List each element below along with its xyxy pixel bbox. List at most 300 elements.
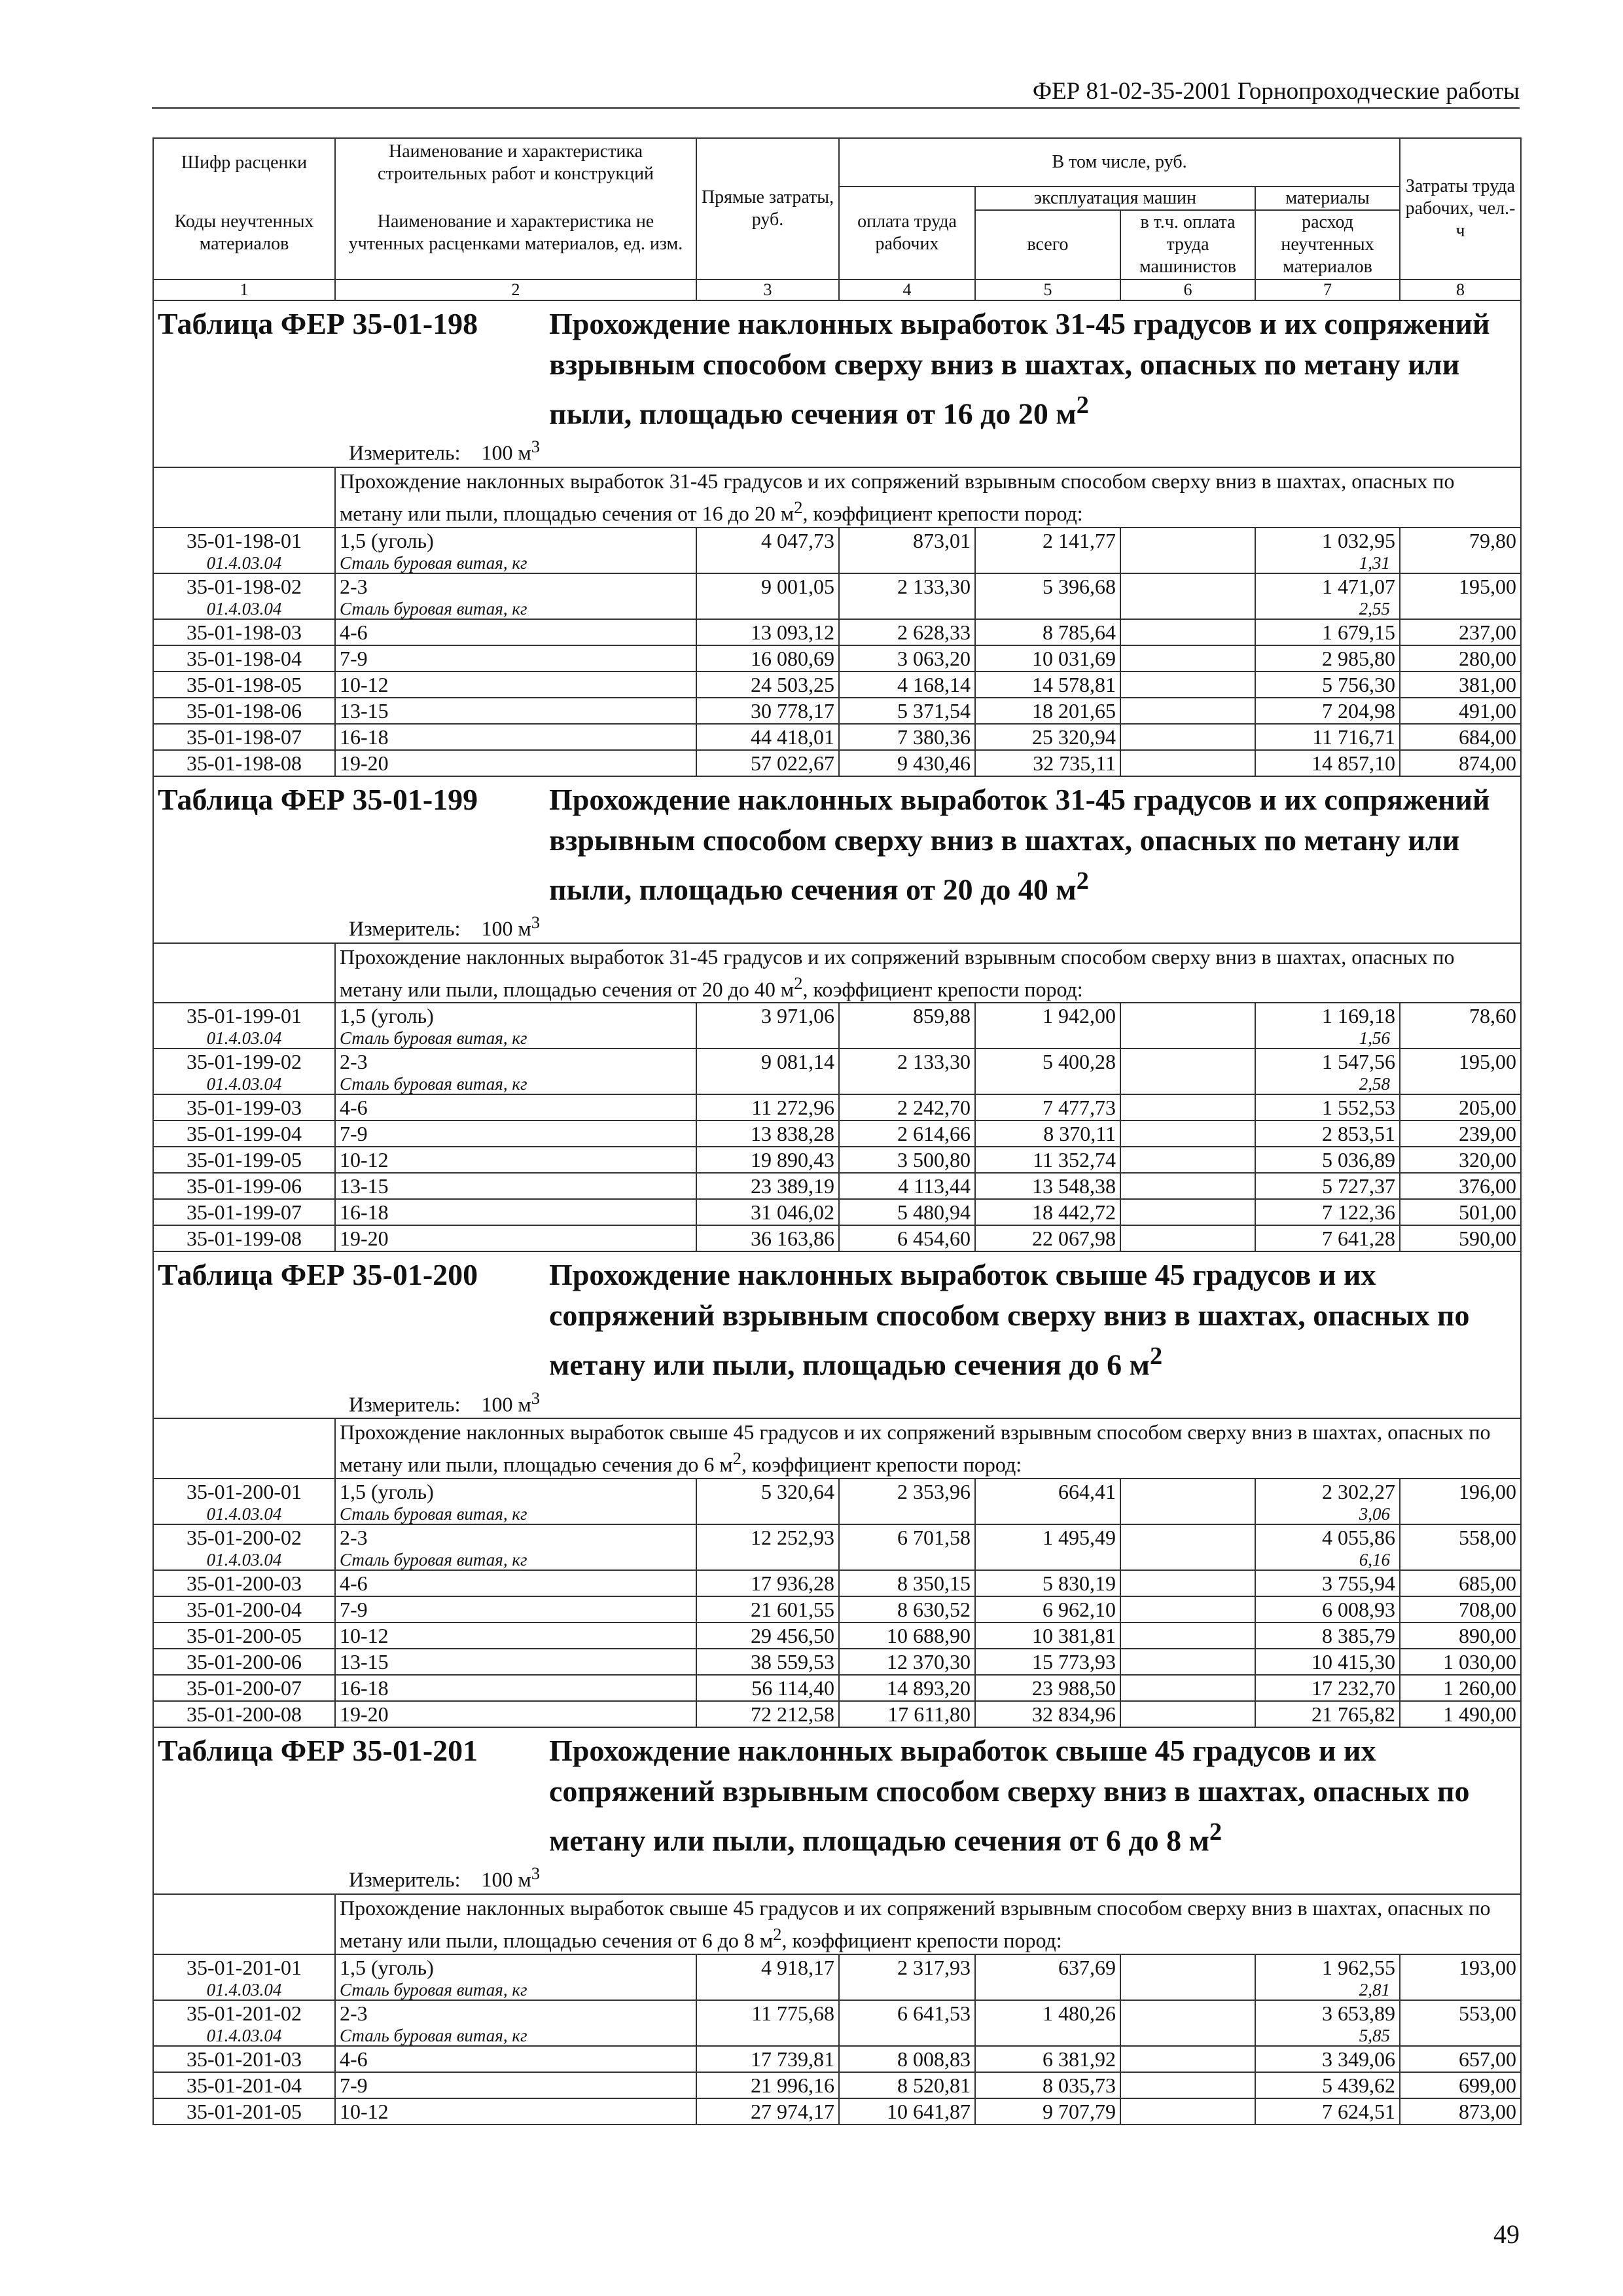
table-title — [549, 780, 1516, 910]
table-title-text: Прохождение наклонных выработок 31-45 градусов и их сопряжений взрывным способом сверху вниз в шахтах, опасных по метану или пыли, площадью сечения от 16 до 20 м — [549, 307, 1490, 431]
rock-hardness: 19-20 — [335, 1225, 696, 1251]
material-name: Сталь буровая витая, кг — [335, 1028, 696, 1049]
material-costs: 5 036,89 — [1255, 1147, 1400, 1173]
table-row — [153, 750, 1521, 776]
direct-costs: 11 775,68 — [696, 2000, 839, 2026]
machinist-pay — [1120, 724, 1255, 750]
labor-hours: 590,00 — [1400, 1225, 1521, 1251]
machine-costs: 1 480,26 — [975, 2000, 1120, 2026]
material-blank — [975, 1074, 1120, 1094]
material-code: 01.4.03.04 — [153, 2026, 335, 2046]
description-text: Прохождение наклонных выработок 31-45 градусов и их сопряжений взрывным способом сверху вниз в шахтах, опасных по метану или пыли, площадью сечения от 20 до 40 м — [340, 944, 1455, 1001]
direct-costs: 4 918,17 — [696, 1954, 839, 1980]
direct-costs: 5 320,64 — [696, 1479, 839, 1504]
direct-costs: 9 081,14 — [696, 1049, 839, 1074]
material-blank — [696, 1028, 839, 1049]
unit-of-measure — [158, 1861, 1516, 1892]
worker-pay: 12 370,30 — [839, 1649, 975, 1675]
material-blank — [696, 1980, 839, 2000]
material-costs: 10 415,30 — [1255, 1649, 1400, 1675]
material-costs: 2 302,27 — [1255, 1479, 1400, 1504]
material-costs: 3 653,89 — [1255, 2000, 1400, 2026]
labor-hours: 195,00 — [1400, 1049, 1521, 1074]
rock-hardness: 13-15 — [335, 698, 696, 724]
worker-pay: 10 688,90 — [839, 1623, 975, 1649]
material-blank — [975, 1028, 1120, 1049]
material-name: Сталь буровая витая, кг — [335, 1074, 696, 1094]
machinist-pay — [1120, 1225, 1255, 1251]
direct-costs: 31 046,02 — [696, 1199, 839, 1225]
material-blank — [975, 1550, 1120, 1570]
material-name: Сталь буровая витая, кг — [335, 2026, 696, 2046]
material-blank — [1400, 1074, 1521, 1094]
description-tail: , коэффициент крепости пород: — [741, 1452, 1022, 1477]
material-blank — [839, 599, 975, 619]
table-label: Таблица ФЕР 35-01-198 — [158, 307, 478, 340]
machinist-pay — [1120, 619, 1255, 645]
material-blank — [839, 553, 975, 573]
table-row — [153, 2098, 1521, 2125]
worker-pay: 4 168,14 — [839, 672, 975, 698]
material-costs: 1 032,95 — [1255, 528, 1400, 553]
rate-code: 35-01-198-06 — [153, 698, 335, 724]
table-row — [153, 1173, 1521, 1199]
table-title-superscript: 2 — [1209, 1818, 1222, 1846]
rate-code: 35-01-200-02 — [153, 1524, 335, 1550]
material-blank — [1400, 2026, 1521, 2046]
worker-pay: 3 500,80 — [839, 1147, 975, 1173]
direct-costs: 9 001,05 — [696, 573, 839, 599]
machine-costs: 32 735,11 — [975, 750, 1120, 776]
rate-code: 35-01-201-02 — [153, 2000, 335, 2026]
material-blank — [696, 599, 839, 619]
machine-costs: 23 988,50 — [975, 1675, 1120, 1701]
description-row — [153, 1418, 1521, 1479]
section-title-line — [158, 780, 1516, 910]
header-worker-pay: оплата труда рабочих — [839, 187, 975, 279]
machine-costs: 18 201,65 — [975, 698, 1120, 724]
table-row — [153, 1049, 1521, 1074]
description-tail: , коэффициент крепости пород: — [802, 977, 1083, 1001]
table-row — [153, 2000, 1521, 2026]
rock-hardness: 16-18 — [335, 1199, 696, 1225]
description-row — [153, 467, 1521, 528]
table-title — [549, 304, 1516, 434]
worker-pay: 2 628,33 — [839, 619, 975, 645]
labor-hours: 890,00 — [1400, 1623, 1521, 1649]
table-row — [153, 1675, 1521, 1701]
material-costs: 1 471,07 — [1255, 573, 1400, 599]
column-number: 6 — [1120, 279, 1255, 300]
material-costs: 1 962,55 — [1255, 1954, 1400, 1980]
rate-code: 35-01-200-05 — [153, 1623, 335, 1649]
work-description — [335, 1894, 1521, 1954]
rock-hardness: 2-3 — [335, 2000, 696, 2026]
labor-hours: 873,00 — [1400, 2098, 1521, 2125]
header-including: В том числе, руб. — [839, 138, 1400, 187]
rate-code: 35-01-199-02 — [153, 1049, 335, 1074]
header-machinists-pay: в т.ч. оплата труда машинистов — [1120, 210, 1255, 279]
labor-hours: 205,00 — [1400, 1094, 1521, 1121]
material-blank — [839, 1550, 975, 1570]
material-costs: 1 169,18 — [1255, 1003, 1400, 1028]
table-title-superscript: 2 — [1149, 1342, 1163, 1371]
machinist-pay — [1120, 1701, 1255, 1727]
labor-hours: 376,00 — [1400, 1173, 1521, 1199]
rock-hardness: 2-3 — [335, 573, 696, 599]
direct-costs: 4 047,73 — [696, 528, 839, 553]
unit-superscript: 3 — [531, 437, 541, 457]
material-blank — [1120, 1028, 1255, 1049]
machine-costs: 25 320,94 — [975, 724, 1120, 750]
material-row — [153, 1550, 1521, 1570]
material-costs: 2 853,51 — [1255, 1121, 1400, 1147]
header-direct-costs: Прямые затраты, руб. — [696, 138, 839, 279]
rock-hardness: 4-6 — [335, 1094, 696, 1121]
table-label: Таблица ФЕР 35-01-200 — [158, 1258, 478, 1292]
rate-code: 35-01-200-04 — [153, 1596, 335, 1623]
rate-code: 35-01-198-08 — [153, 750, 335, 776]
machinist-pay — [1120, 2072, 1255, 2098]
material-quantity: 1,31 — [1255, 553, 1400, 573]
table-label: Таблица ФЕР 35-01-199 — [158, 782, 478, 816]
work-description — [335, 1418, 1521, 1479]
unit-superscript: 3 — [531, 1863, 541, 1884]
rate-code: 35-01-199-03 — [153, 1094, 335, 1121]
machinist-pay — [1120, 698, 1255, 724]
direct-costs: 29 456,50 — [696, 1623, 839, 1649]
material-blank — [839, 1980, 975, 2000]
material-code: 01.4.03.04 — [153, 1074, 335, 1094]
section-heading-row — [153, 1251, 1521, 1418]
rock-hardness: 13-15 — [335, 1173, 696, 1199]
machine-costs: 13 548,38 — [975, 1173, 1120, 1199]
column-number: 4 — [839, 279, 975, 300]
section-title-line — [158, 304, 1516, 434]
rate-code: 35-01-198-02 — [153, 573, 335, 599]
machinist-pay — [1120, 1173, 1255, 1199]
table-row — [153, 1199, 1521, 1225]
direct-costs: 11 272,96 — [696, 1094, 839, 1121]
table-row — [153, 1003, 1521, 1028]
direct-costs: 38 559,53 — [696, 1649, 839, 1675]
material-quantity: 1,56 — [1255, 1028, 1400, 1049]
machinist-pay — [1120, 1094, 1255, 1121]
material-quantity: 5,85 — [1255, 2026, 1400, 2046]
material-code: 01.4.03.04 — [153, 1980, 335, 2000]
labor-hours: 501,00 — [1400, 1199, 1521, 1225]
machine-costs: 1 495,49 — [975, 1524, 1120, 1550]
description-text: Прохождение наклонных выработок свыше 45 градусов и их сопряжений взрывным способом сверху вниз в шахтах, опасных по метану или пыли, площадью сечения от 6 до 8 м — [340, 1895, 1491, 1952]
labor-hours: 1 260,00 — [1400, 1675, 1521, 1701]
rock-hardness: 2-3 — [335, 1049, 696, 1074]
direct-costs: 24 503,25 — [696, 672, 839, 698]
worker-pay: 2 317,93 — [839, 1954, 975, 1980]
machinist-pay — [1120, 645, 1255, 672]
unit-label: Измеритель: — [349, 440, 461, 465]
description-row — [153, 1894, 1521, 1954]
material-costs: 6 008,93 — [1255, 1596, 1400, 1623]
description-row — [153, 943, 1521, 1003]
machinist-pay — [1120, 1524, 1255, 1550]
material-blank — [696, 1504, 839, 1524]
material-blank — [839, 1504, 975, 1524]
rate-code: 35-01-199-06 — [153, 1173, 335, 1199]
machine-costs: 6 381,92 — [975, 2046, 1120, 2072]
description-text: Прохождение наклонных выработок 31-45 градусов и их сопряжений взрывным способом сверху вниз в шахтах, опасных по метану или пыли, площадью сечения от 16 до 20 м — [340, 469, 1455, 526]
material-blank — [1400, 1504, 1521, 1524]
unit-superscript: 3 — [531, 912, 541, 932]
material-blank — [1400, 1980, 1521, 2000]
labor-hours: 195,00 — [1400, 573, 1521, 599]
description-tail: , коэффициент крепости пород: — [781, 1928, 1062, 1952]
material-blank — [1120, 2026, 1255, 2046]
unit-superscript: 3 — [531, 1388, 541, 1408]
material-costs: 8 385,79 — [1255, 1623, 1400, 1649]
labor-hours: 558,00 — [1400, 1524, 1521, 1550]
rate-code: 35-01-200-01 — [153, 1479, 335, 1504]
header-unaccounted-materials: расход неучтенных материалов — [1255, 210, 1400, 279]
rate-code: 35-01-201-04 — [153, 2072, 335, 2098]
column-number: 8 — [1400, 279, 1521, 300]
work-description — [335, 467, 1521, 528]
worker-pay: 3 063,20 — [839, 645, 975, 672]
machinist-pay — [1120, 1003, 1255, 1028]
rock-hardness: 7-9 — [335, 645, 696, 672]
section-heading — [153, 1727, 1521, 1894]
machine-costs: 15 773,93 — [975, 1649, 1120, 1675]
worker-pay: 2 133,30 — [839, 1049, 975, 1074]
table-row — [153, 1954, 1521, 1980]
material-blank — [839, 1074, 975, 1094]
direct-costs: 3 971,06 — [696, 1003, 839, 1028]
rock-hardness: 16-18 — [335, 724, 696, 750]
machine-costs: 5 400,28 — [975, 1049, 1120, 1074]
material-costs: 4 055,86 — [1255, 1524, 1400, 1550]
material-blank — [696, 2026, 839, 2046]
labor-hours: 553,00 — [1400, 2000, 1521, 2026]
labor-hours: 684,00 — [1400, 724, 1521, 750]
rock-hardness: 16-18 — [335, 1675, 696, 1701]
worker-pay: 4 113,44 — [839, 1173, 975, 1199]
unit-value: 100 м — [481, 1867, 531, 1892]
column-number: 5 — [975, 279, 1120, 300]
rate-code: 35-01-201-03 — [153, 2046, 335, 2072]
direct-costs: 23 389,19 — [696, 1173, 839, 1199]
machine-costs: 10 381,81 — [975, 1623, 1120, 1649]
material-quantity: 3,06 — [1255, 1504, 1400, 1524]
rock-hardness: 1,5 (уголь) — [335, 1003, 696, 1028]
direct-costs: 27 974,17 — [696, 2098, 839, 2125]
worker-pay: 6 701,58 — [839, 1524, 975, 1550]
material-blank — [975, 1504, 1120, 1524]
rate-code: 35-01-198-04 — [153, 645, 335, 672]
table-title — [549, 1731, 1516, 1861]
machinist-pay — [1120, 2098, 1255, 2125]
table-row — [153, 2046, 1521, 2072]
rock-hardness: 1,5 (уголь) — [335, 1479, 696, 1504]
table-row — [153, 1147, 1521, 1173]
material-blank — [1120, 599, 1255, 619]
labor-hours: 320,00 — [1400, 1147, 1521, 1173]
material-row — [153, 1028, 1521, 1049]
worker-pay: 2 614,66 — [839, 1121, 975, 1147]
description-blank — [153, 943, 335, 1003]
table-row — [153, 672, 1521, 698]
labor-hours: 874,00 — [1400, 750, 1521, 776]
table-row — [153, 1121, 1521, 1147]
material-costs: 5 727,37 — [1255, 1173, 1400, 1199]
description-superscript: 2 — [732, 1448, 741, 1469]
worker-pay: 5 371,54 — [839, 698, 975, 724]
column-number: 3 — [696, 279, 839, 300]
rate-code: 35-01-200-06 — [153, 1649, 335, 1675]
unit-label: Измеритель: — [349, 1867, 461, 1892]
rate-code: 35-01-199-08 — [153, 1225, 335, 1251]
machinist-pay — [1120, 1596, 1255, 1623]
labor-hours: 381,00 — [1400, 672, 1521, 698]
worker-pay: 2 133,30 — [839, 573, 975, 599]
labor-hours: 239,00 — [1400, 1121, 1521, 1147]
machine-costs: 664,41 — [975, 1479, 1120, 1504]
section-heading — [153, 776, 1521, 943]
material-blank — [696, 1550, 839, 1570]
material-row — [153, 599, 1521, 619]
machine-costs: 14 578,81 — [975, 672, 1120, 698]
worker-pay: 8 520,81 — [839, 2072, 975, 2098]
material-name: Сталь буровая витая, кг — [335, 1980, 696, 2000]
description-superscript: 2 — [794, 497, 803, 517]
rock-hardness: 1,5 (уголь) — [335, 528, 696, 553]
table-row — [153, 1623, 1521, 1649]
material-name: Сталь буровая витая, кг — [335, 1550, 696, 1570]
rock-hardness: 7-9 — [335, 2072, 696, 2098]
direct-costs: 13 838,28 — [696, 1121, 839, 1147]
labor-hours: 280,00 — [1400, 645, 1521, 672]
page-number: 49 — [1493, 2219, 1520, 2249]
header-rate-code: Шифр расценки — [153, 138, 335, 187]
material-blank — [975, 599, 1120, 619]
machinist-pay — [1120, 1479, 1255, 1504]
material-name: Сталь буровая витая, кг — [335, 553, 696, 573]
material-blank — [696, 1074, 839, 1094]
rate-code: 35-01-199-01 — [153, 1003, 335, 1028]
worker-pay: 859,88 — [839, 1003, 975, 1028]
machinist-pay — [1120, 1954, 1255, 1980]
machinist-pay — [1120, 1649, 1255, 1675]
column-number: 7 — [1255, 279, 1400, 300]
material-code: 01.4.03.04 — [153, 1550, 335, 1570]
section-title-line — [158, 1255, 1516, 1385]
material-quantity: 2,58 — [1255, 1074, 1400, 1094]
table-row — [153, 645, 1521, 672]
rock-hardness: 10-12 — [335, 672, 696, 698]
labor-hours: 491,00 — [1400, 698, 1521, 724]
material-blank — [1400, 1550, 1521, 1570]
worker-pay: 873,01 — [839, 528, 975, 553]
material-blank — [1400, 599, 1521, 619]
labor-hours: 1 490,00 — [1400, 1701, 1521, 1727]
material-blank — [1400, 1028, 1521, 1049]
material-costs: 2 985,80 — [1255, 645, 1400, 672]
material-blank — [1120, 1980, 1255, 2000]
machinist-pay — [1120, 573, 1255, 599]
worker-pay: 6 641,53 — [839, 2000, 975, 2026]
labor-hours: 708,00 — [1400, 1596, 1521, 1623]
labor-hours: 193,00 — [1400, 1954, 1521, 1980]
material-blank — [1120, 1550, 1255, 1570]
rock-hardness: 10-12 — [335, 1623, 696, 1649]
labor-hours: 657,00 — [1400, 2046, 1521, 2072]
material-blank — [975, 2026, 1120, 2046]
labor-hours: 196,00 — [1400, 1479, 1521, 1504]
direct-costs: 21 996,16 — [696, 2072, 839, 2098]
worker-pay: 9 430,46 — [839, 750, 975, 776]
worker-pay: 17 611,80 — [839, 1701, 975, 1727]
direct-costs: 17 739,81 — [696, 2046, 839, 2072]
machinist-pay — [1120, 2000, 1255, 2026]
header-labor-hours: Затраты труда рабочих, чел.-ч — [1400, 138, 1521, 279]
material-name: Сталь буровая витая, кг — [335, 1504, 696, 1524]
machinist-pay — [1120, 1147, 1255, 1173]
material-blank — [696, 553, 839, 573]
table-row — [153, 528, 1521, 553]
table-label: Таблица ФЕР 35-01-201 — [158, 1733, 478, 1767]
material-blank — [1400, 553, 1521, 573]
labor-hours: 685,00 — [1400, 1570, 1521, 1596]
rates-table — [152, 137, 1522, 2125]
table-row — [153, 619, 1521, 645]
machinist-pay — [1120, 1121, 1255, 1147]
machine-costs: 22 067,98 — [975, 1225, 1120, 1251]
table-row — [153, 1094, 1521, 1121]
rock-hardness: 1,5 (уголь) — [335, 1954, 696, 1980]
machine-costs: 11 352,74 — [975, 1147, 1120, 1173]
machinist-pay — [1120, 750, 1255, 776]
section-heading — [153, 1251, 1521, 1418]
description-tail: , коэффициент крепости пород: — [802, 501, 1083, 526]
machinist-pay — [1120, 2046, 1255, 2072]
material-blank — [975, 553, 1120, 573]
machinist-pay — [1120, 1570, 1255, 1596]
material-costs: 1 552,53 — [1255, 1094, 1400, 1121]
direct-costs: 36 163,86 — [696, 1225, 839, 1251]
direct-costs: 56 114,40 — [696, 1675, 839, 1701]
table-row — [153, 573, 1521, 599]
table-row — [153, 1524, 1521, 1550]
material-code: 01.4.03.04 — [153, 553, 335, 573]
material-costs: 17 232,70 — [1255, 1675, 1400, 1701]
machine-costs: 7 477,73 — [975, 1094, 1120, 1121]
material-code: 01.4.03.04 — [153, 1504, 335, 1524]
description-blank — [153, 467, 335, 528]
direct-costs: 57 022,67 — [696, 750, 839, 776]
description-superscript: 2 — [773, 1924, 782, 1944]
machine-costs: 32 834,96 — [975, 1701, 1120, 1727]
material-quantity: 2,55 — [1255, 599, 1400, 619]
material-costs: 3 349,06 — [1255, 2046, 1400, 2072]
table-title-text: Прохождение наклонных выработок свыше 45 градусов и их сопряжений взрывным способом сверху вниз в шахтах, опасных по метану или пыли, площадью сечения от 6 до 8 м — [549, 1733, 1470, 1857]
header-machines: эксплуатация машин — [975, 187, 1255, 210]
table-title-text: Прохождение наклонных выработок 31-45 градусов и их сопряжений взрывным способом сверху вниз в шахтах, опасных по метану или пыли, площадью сечения от 20 до 40 м — [549, 782, 1490, 906]
material-costs: 21 765,82 — [1255, 1701, 1400, 1727]
direct-costs: 17 936,28 — [696, 1570, 839, 1596]
material-costs: 5 439,62 — [1255, 2072, 1400, 2098]
rock-hardness: 19-20 — [335, 1701, 696, 1727]
table-title-text: Прохождение наклонных выработок свыше 45 градусов и их сопряжений взрывным способом сверху вниз в шахтах, опасных по метану или пыли, площадью сечения до 6 м — [549, 1258, 1470, 1382]
unit-value: 100 м — [481, 440, 531, 465]
labor-hours: 78,60 — [1400, 1003, 1521, 1028]
